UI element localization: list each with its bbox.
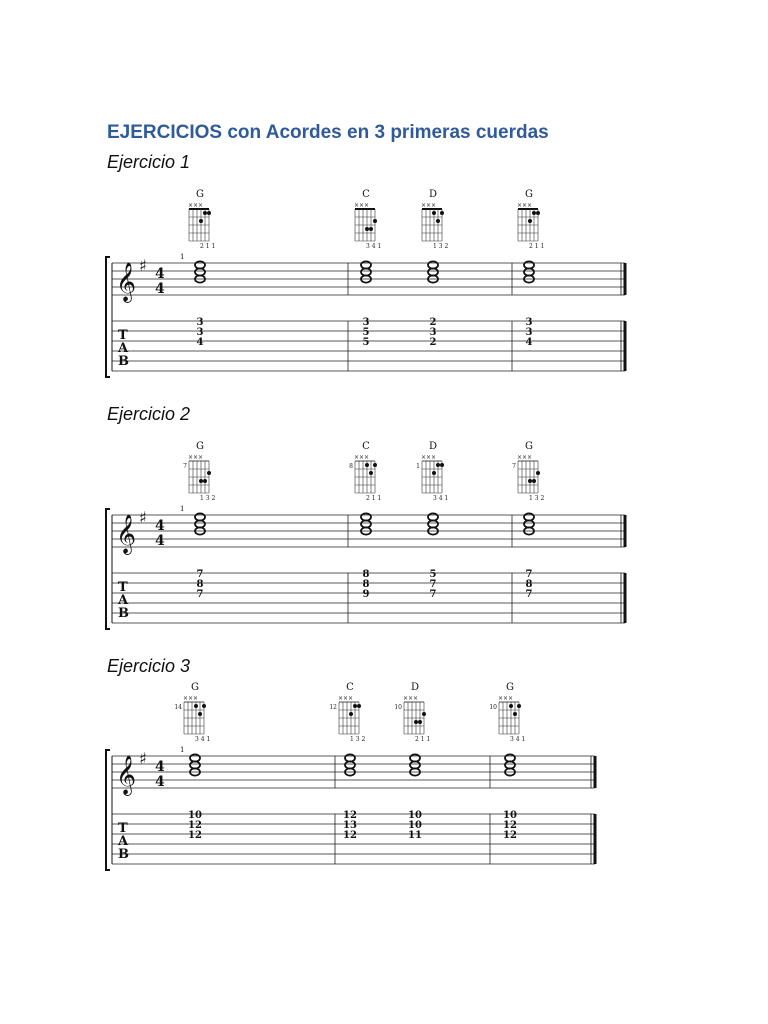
chord-dot	[203, 479, 207, 483]
time-signature-bottom: 4	[155, 774, 165, 790]
chord-dot	[199, 479, 203, 483]
chord-dot	[532, 211, 536, 215]
chord-fret-number: 7	[512, 463, 516, 470]
time-signature-top: 4	[155, 266, 165, 282]
tab-fret-number: 11	[408, 830, 422, 841]
tab-fret-number: 5	[362, 337, 370, 348]
tab-fret-number: 7	[196, 569, 204, 580]
chord-dot	[432, 471, 436, 475]
chord-fret-number: 8	[349, 463, 353, 470]
chord-dot	[357, 704, 361, 708]
chord-fingering: 3 4 1	[366, 243, 382, 250]
chord-dot	[536, 471, 540, 475]
chord-mute-markers: ×××	[421, 202, 437, 209]
tab-fret-number: 10	[408, 810, 422, 821]
chord-dot	[517, 704, 521, 708]
page-title: EJERCICIOS con Acordes en 3 primeras cuerdas	[107, 122, 549, 143]
chord-fingering: 1 3 2	[350, 736, 366, 743]
tab-label-letter: T	[118, 580, 128, 595]
chord-fingering: 2 1 1	[200, 243, 216, 250]
chord-mute-markers: ×××	[421, 454, 437, 461]
chord-name: G	[525, 189, 533, 200]
tab-fret-number: 5	[429, 569, 437, 580]
tab-fret-number: 8	[525, 579, 533, 590]
chord-dot	[532, 479, 536, 483]
tab-label-letter: B	[118, 847, 129, 862]
chord-dot	[207, 211, 211, 215]
chord-dot	[440, 463, 444, 467]
chord-mute-markers: ×××	[338, 695, 354, 702]
tab-fret-number: 9	[362, 589, 370, 600]
treble-clef-icon: 𝄞	[116, 514, 137, 554]
tab-fret-number: 8	[196, 579, 204, 590]
chord-mute-markers: ×××	[183, 695, 199, 702]
chord-dot	[373, 463, 377, 467]
chord-name: D	[410, 682, 420, 693]
chord-dot	[528, 219, 532, 223]
chord-dot	[194, 704, 198, 708]
tab-fret-number: 7	[525, 569, 533, 580]
chord-mute-markers: ×××	[498, 695, 514, 702]
chord-name: D	[428, 441, 438, 452]
chord-fret-number: 7	[183, 463, 187, 470]
chord-dot	[509, 704, 513, 708]
tab-label-letter: B	[118, 354, 129, 369]
system-bracket	[106, 257, 110, 377]
chord-fret-number: 10	[394, 704, 402, 711]
exercise-1-score	[100, 185, 640, 405]
chord-name: G	[196, 189, 204, 200]
exercise-2-score	[100, 437, 640, 657]
tab-label-letter: B	[118, 606, 129, 621]
chord-fingering: 1 3 2	[433, 243, 449, 250]
tab-fret-number: 7	[429, 579, 437, 590]
time-signature-top: 4	[155, 518, 165, 534]
tab-fret-number: 7	[525, 589, 533, 600]
tab-label-letter: T	[118, 328, 128, 343]
tab-fret-number: 3	[196, 317, 204, 328]
exercise-3-score	[100, 678, 640, 898]
chord-dot	[369, 471, 373, 475]
time-signature-bottom: 4	[155, 281, 165, 297]
tab-fret-number: 3	[429, 327, 437, 338]
tab-label-letter: A	[118, 341, 129, 356]
tab-fret-number: 7	[429, 589, 437, 600]
chord-fret-number: 14	[174, 704, 182, 711]
tab-fret-number: 12	[188, 820, 202, 831]
chord-fingering: 3 4 1	[510, 736, 526, 743]
key-sharp-icon: ♯	[139, 256, 147, 275]
tab-fret-number: 12	[343, 830, 357, 841]
chord-dot	[414, 720, 418, 724]
chord-dot	[207, 471, 211, 475]
measure-number: 1	[180, 253, 185, 261]
chord-dot	[365, 463, 369, 467]
chord-name: C	[362, 441, 370, 452]
chord-mute-markers: ×××	[188, 202, 204, 209]
tab-fret-number: 3	[525, 327, 533, 338]
measure-number: 1	[180, 746, 185, 754]
chord-fret-number: 1	[416, 463, 420, 470]
chord-fingering: 3 4 1	[195, 736, 211, 743]
chord-dot	[349, 712, 353, 716]
time-signature-bottom: 4	[155, 533, 165, 549]
treble-clef-icon: 𝄞	[116, 755, 137, 795]
tab-label-letter: A	[118, 593, 129, 608]
chord-dot	[198, 712, 202, 716]
key-sharp-icon: ♯	[139, 508, 147, 527]
chord-mute-markers: ×××	[354, 202, 370, 209]
exercise-1-title: Ejercicio 1	[107, 152, 191, 172]
treble-clef-icon: 𝄞	[116, 262, 137, 302]
chord-mute-markers: ×××	[354, 454, 370, 461]
measure-number: 1	[180, 505, 185, 513]
tab-fret-number: 8	[362, 569, 370, 580]
chord-dot	[199, 219, 203, 223]
tab-fret-number: 10	[503, 810, 517, 821]
chord-dot	[369, 227, 373, 231]
tab-label-letter: T	[118, 821, 128, 836]
chord-dot	[432, 211, 436, 215]
chord-name: C	[346, 682, 354, 693]
chord-dot	[373, 219, 377, 223]
tab-fret-number: 5	[362, 327, 370, 338]
chord-dot	[422, 712, 426, 716]
chord-fingering: 3 4 1	[433, 495, 449, 502]
tab-fret-number: 12	[503, 820, 517, 831]
tab-label-letter: A	[118, 834, 129, 849]
chord-dot	[536, 211, 540, 215]
chord-dot	[353, 704, 357, 708]
tab-fret-number: 12	[503, 830, 517, 841]
tab-fret-number: 4	[525, 337, 533, 348]
chord-name: G	[196, 441, 204, 452]
chord-fret-number: 10	[489, 704, 497, 711]
tab-fret-number: 12	[188, 830, 202, 841]
tab-fret-number: 2	[429, 317, 437, 328]
tab-fret-number: 10	[188, 810, 202, 821]
tab-fret-number: 13	[343, 820, 357, 831]
chord-dot	[436, 219, 440, 223]
system-bracket	[106, 509, 110, 629]
chord-mute-markers: ×××	[403, 695, 419, 702]
chord-name: D	[428, 189, 438, 200]
chord-name: G	[506, 682, 514, 693]
tab-fret-number: 12	[343, 810, 357, 821]
chord-fret-number: 12	[329, 704, 337, 711]
exercise-2-title: Ejercicio 2	[107, 404, 191, 424]
time-signature-top: 4	[155, 759, 165, 775]
tab-fret-number: 8	[362, 579, 370, 590]
tab-fret-number: 10	[408, 820, 422, 831]
chord-dot	[202, 704, 206, 708]
tab-fret-number: 2	[429, 337, 437, 348]
chord-dot	[365, 227, 369, 231]
tab-fret-number: 7	[196, 589, 204, 600]
tab-fret-number: 3	[525, 317, 533, 328]
chord-name: G	[191, 682, 199, 693]
chord-dot	[436, 463, 440, 467]
chord-fingering: 2 1 1	[415, 736, 431, 743]
chord-fingering: 2 1 1	[529, 243, 545, 250]
chord-name: C	[362, 189, 370, 200]
chord-mute-markers: ×××	[188, 454, 204, 461]
chord-mute-markers: ×××	[517, 454, 533, 461]
chord-fingering: 1 3 2	[200, 495, 216, 502]
chord-dot	[440, 211, 444, 215]
key-sharp-icon: ♯	[139, 749, 147, 768]
exercise-3-title: Ejercicio 3	[107, 656, 191, 676]
chord-mute-markers: ×××	[517, 202, 533, 209]
chord-dot	[528, 479, 532, 483]
chord-name: G	[525, 441, 533, 452]
tab-fret-number: 3	[362, 317, 370, 328]
chord-dot	[513, 712, 517, 716]
system-bracket	[106, 750, 110, 870]
chord-dot	[203, 211, 207, 215]
chord-dot	[418, 720, 422, 724]
tab-fret-number: 4	[196, 337, 204, 348]
tab-fret-number: 3	[196, 327, 204, 338]
chord-fingering: 1 3 2	[529, 495, 545, 502]
chord-fingering: 2 1 1	[366, 495, 382, 502]
